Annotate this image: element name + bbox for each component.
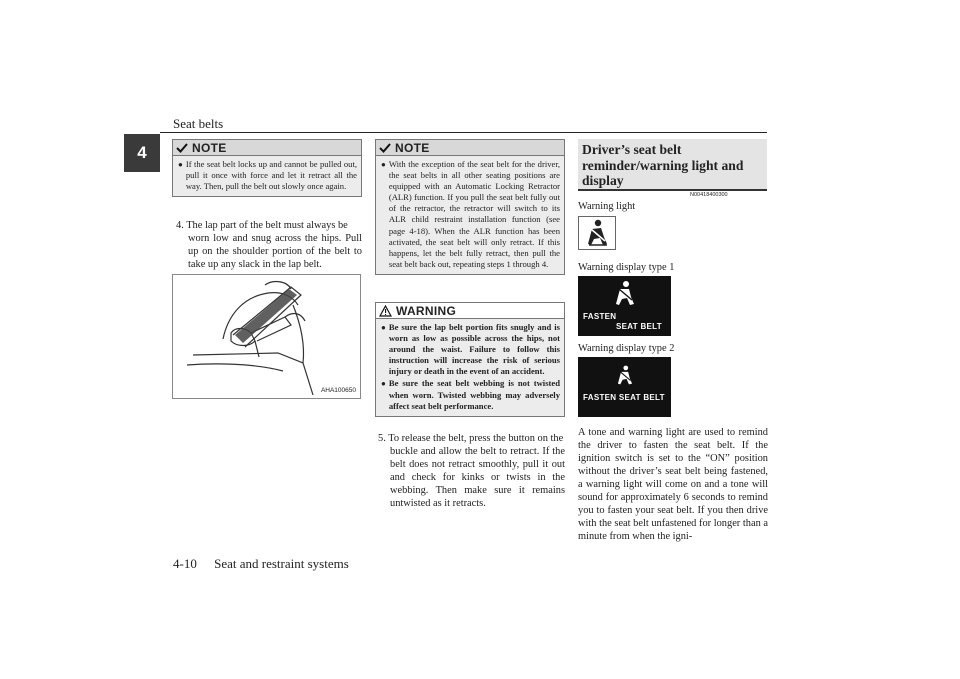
section-heading: Driver’s seat belt reminder/warning light and display <box>578 139 767 191</box>
note-check-icon <box>379 143 391 153</box>
bullet-dot-icon: ● <box>381 379 386 389</box>
step-5: 5. To release the belt, press the button on the buckle and allow the belt to retract. If the belt does not retract smoothly, pull it out and check for kinks or twists in the webbing. Then make sure it remains untwisted as it retracts. <box>378 433 565 509</box>
figure-code: AHA100650 <box>320 387 356 394</box>
note-label: NOTE <box>395 140 430 155</box>
bullet-dot-icon: ● <box>178 160 183 169</box>
bullet-dot-icon: ● <box>381 160 386 169</box>
note-box-2 <box>375 139 565 275</box>
note-label: NOTE <box>192 140 227 155</box>
warning-header <box>376 303 564 319</box>
body-paragraph: A tone and warning light are used to remind the driver to fasten the seat belt. If the ignition switch is set to the “ON” position without the driver’s seat belt being fastened, a warning light will come on and a tone will sound for approximately 6 seconds to remind you to fasten your seat belt. If you then drive with the seat belt unfastened for longer than a minute from when the igni- <box>578 427 768 542</box>
note-check-icon <box>176 143 188 153</box>
chapter-tab: 4 <box>124 134 160 172</box>
warning-light-label: Warning light <box>578 201 636 212</box>
note-bullet: ● If the seat belt locks up and cannot be pulled out, pull it once with force and let it retract all the way. Then, pull the belt out slowly once again. <box>178 159 357 192</box>
display1-text-fasten: FASTEN <box>583 312 617 321</box>
warning-box <box>375 302 565 417</box>
warning-bullet: ● Be sure the seat belt webbing is not twisted when worn. Twisted webbing may adversely affect seat belt performance. <box>381 378 560 411</box>
page-header-title: Seat belts <box>173 116 224 131</box>
section-code: N00418400300 <box>690 192 728 198</box>
warning-light-image <box>578 216 616 250</box>
note-box-1 <box>172 139 362 197</box>
display2-text: FASTEN SEAT BELT <box>583 393 665 402</box>
note-header <box>173 140 361 156</box>
seatbelt-icon <box>614 279 636 307</box>
warning-triangle-icon <box>379 305 392 317</box>
page-number: 4-10 <box>173 556 197 571</box>
display1-label: Warning display type 1 <box>578 262 675 273</box>
display2-label: Warning display type 2 <box>578 343 675 354</box>
warning-display-1 <box>578 276 671 336</box>
warning-label: WARNING <box>396 303 457 318</box>
warning-bullet: ● Be sure the lap belt portion fits snugly and is worn as low as possible across the hips, not around the waist. Failure to follow this instruction will increase the risk of serious injury or death in the event of an accident. <box>381 322 560 377</box>
warning-display-2 <box>578 357 671 417</box>
note-bullet: ● With the exception of the seat belt for the driver, the seat belts in all other seating positions are equipped with an Automatic Locking Retractor (ALR) function. If you pull the seat belt fully out of the retractor, the retractor will switch to its ALR child restraint installation function (see page 4-18). When the ALR function has been activated, the seat belt will only retract. If this happens, let the belt fully retract, then pull the seat belt back out, repeating steps 1 through 4. <box>381 159 560 269</box>
page-footer <box>173 556 349 572</box>
display1-text-seatbelt: SEAT BELT <box>616 322 662 331</box>
step-4: 4. The lap part of the belt must always be worn low and snug across the hips. Pull up on the shoulder portion of the belt to take up any slack in the lap belt. <box>176 220 362 270</box>
seatbelt-figure <box>172 274 361 399</box>
header-rule <box>160 132 767 133</box>
note-header <box>376 140 564 156</box>
footer-section: Seat and restraint systems <box>214 556 349 571</box>
seatbelt-illustration-icon <box>173 275 360 398</box>
seatbelt-icon <box>579 217 615 249</box>
bullet-dot-icon: ● <box>381 323 386 332</box>
seatbelt-icon <box>616 364 634 386</box>
